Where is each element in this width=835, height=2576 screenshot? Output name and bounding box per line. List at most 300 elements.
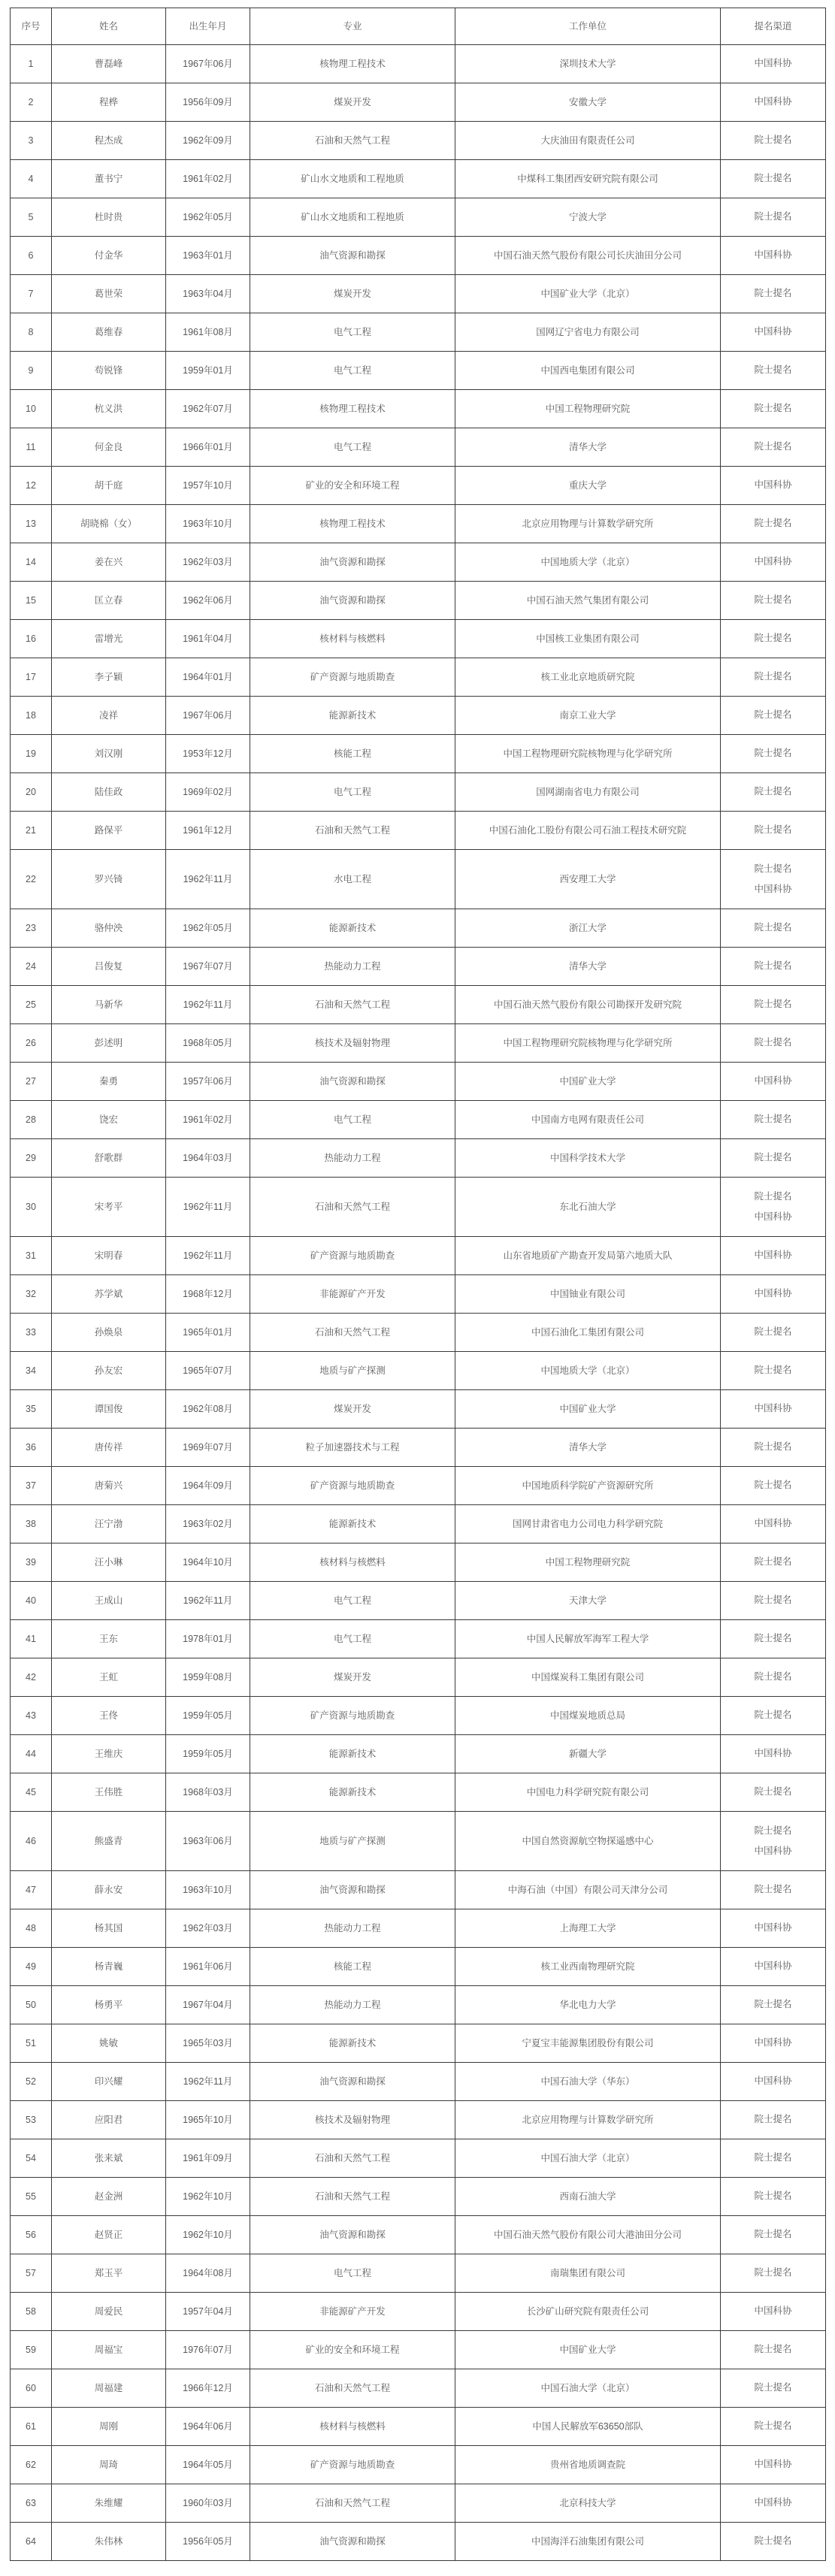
channel-line: 院士提名 [754,1152,792,1163]
cell-birth: 1964年10月 [166,1543,250,1582]
cell-birth: 1961年08月 [166,313,250,352]
cell-no: 23 [11,909,52,948]
channel-line: 院士提名 [754,2344,792,2355]
cell-birth: 1962年11月 [166,850,250,909]
cell-no: 26 [11,1024,52,1063]
cell-name: 秦勇 [52,1063,166,1101]
cell-org: 中国工程物理研究院 [455,1543,721,1582]
cell-birth: 1962年11月 [166,1178,250,1237]
table-header [11,8,826,45]
cell-channel [721,1812,826,1871]
table-row [11,1582,826,1620]
cell-name: 杨勇平 [52,1986,166,2024]
cell-org: 中国人民解放军海军工程大学 [455,1620,721,1658]
channel-line: 中国科协 [754,883,792,894]
cell-org: 中海石油（中国）有限公司天津分公司 [455,1871,721,1909]
cell-name: 王维庆 [52,1735,166,1773]
cell-no: 39 [11,1543,52,1582]
cell-name: 杨其国 [52,1909,166,1948]
cell-birth: 1976年07月 [166,2331,250,2369]
cell-name: 王佟 [52,1697,166,1735]
table-row [11,1505,826,1543]
cell-org: 中国工程物理研究院 [455,390,721,428]
cell-name: 王伟胜 [52,1773,166,1812]
cell-major: 地质与矿产探测 [250,1812,455,1871]
cell-org: 中国石油大学（北京） [455,2139,721,2178]
cell-name: 雷增光 [52,620,166,658]
cell-no: 3 [11,122,52,160]
cell-no: 34 [11,1352,52,1390]
cell-birth: 1969年02月 [166,773,250,812]
cell-major: 能源新技术 [250,2024,455,2063]
cell-name: 舒歌群 [52,1139,166,1178]
cell-no: 33 [11,1314,52,1352]
col-header-name: 姓名 [52,8,166,45]
channel-line: 院士提名 [754,441,792,452]
cell-name: 饶宏 [52,1101,166,1139]
table-row [11,83,826,122]
cell-no: 1 [11,45,52,83]
cell-no: 47 [11,1871,52,1909]
cell-channel [721,2484,826,2523]
table-body [11,45,826,2561]
cell-org: 中国工程物理研究院核物理与化学研究所 [455,735,721,773]
cell-channel [721,2331,826,2369]
cell-major: 能源新技术 [250,1773,455,1812]
cell-channel [721,1582,826,1620]
cell-channel [721,2139,826,2178]
cell-name: 路保平 [52,812,166,850]
channel-line: 院士提名 [754,2229,792,2240]
cell-org: 中国工程物理研究院核物理与化学研究所 [455,1024,721,1063]
cell-no: 24 [11,948,52,986]
cell-birth: 1959年05月 [166,1697,250,1735]
cell-no: 29 [11,1139,52,1178]
cell-no: 22 [11,850,52,909]
cell-no: 8 [11,313,52,352]
channel-line: 中国科协 [754,2076,792,2087]
cell-major: 矿业的安全和环境工程 [250,2331,455,2369]
cell-major: 油气资源和勘探 [250,1063,455,1101]
channel-line: 院士提名 [754,364,792,376]
channel-line: 院士提名 [754,863,792,874]
table-row [11,1735,826,1773]
cell-major: 电气工程 [250,352,455,390]
cell-birth: 1962年09月 [166,122,250,160]
cell-no: 51 [11,2024,52,2063]
cell-name: 王虹 [52,1658,166,1697]
cell-name: 郑玉平 [52,2254,166,2293]
cell-major: 电气工程 [250,1582,455,1620]
cell-birth: 1962年07月 [166,390,250,428]
channel-line: 院士提名 [754,1480,792,1491]
cell-channel [721,1658,826,1697]
cell-major: 矿产资源与地质勘查 [250,1697,455,1735]
cell-channel [721,986,826,1024]
cell-major: 油气资源和勘探 [250,2523,455,2561]
cell-name: 王成山 [52,1582,166,1620]
table-row [11,1620,826,1658]
channel-line: 院士提名 [754,1326,792,1338]
channel-line: 院士提名 [754,1114,792,1125]
cell-org: 宁夏宝丰能源集团股份有限公司 [455,2024,721,2063]
cell-major: 核能工程 [250,1948,455,1986]
cell-name: 应阳君 [52,2101,166,2139]
channel-line: 院士提名 [754,633,792,644]
channel-line: 院士提名 [754,518,792,529]
cell-channel [721,1909,826,1948]
cell-channel [721,658,826,697]
cell-birth: 1969年07月 [166,1429,250,1467]
channel-line: 中国科协 [754,1211,792,1222]
cell-birth: 1956年05月 [166,2523,250,2561]
cell-channel [721,428,826,467]
channel-line: 院士提名 [754,1595,792,1606]
channel-line: 院士提名 [754,2382,792,2393]
cell-org: 北京应用物理与计算数学研究所 [455,505,721,543]
table-row [11,2178,826,2216]
cell-birth: 1964年01月 [166,658,250,697]
cell-no: 36 [11,1429,52,1467]
cell-channel [721,83,826,122]
channel-line: 中国科协 [754,2459,792,2470]
cell-channel [721,45,826,83]
table-row [11,275,826,313]
cell-major: 热能动力工程 [250,1909,455,1948]
cell-birth: 1962年10月 [166,2178,250,2216]
col-header-channel: 提名渠道 [721,8,826,45]
cell-channel [721,735,826,773]
channel-line: 中国科协 [754,96,792,107]
cell-channel [721,1314,826,1352]
channel-line: 院士提名 [754,1671,792,1683]
cell-major: 能源新技术 [250,697,455,735]
table-row [11,1658,826,1697]
cell-no: 41 [11,1620,52,1658]
table-row [11,735,826,773]
table-row [11,2331,826,2369]
cell-name: 陆佳政 [52,773,166,812]
cell-name: 骆仲泱 [52,909,166,948]
cell-major: 能源新技术 [250,1505,455,1543]
table-row [11,812,826,850]
col-header-org: 工作单位 [455,8,721,45]
cell-channel [721,2216,826,2254]
table-row [11,986,826,1024]
table-row [11,1275,826,1314]
cell-major: 石油和天然气工程 [250,1314,455,1352]
channel-line: 院士提名 [754,1884,792,1895]
channel-line: 院士提名 [754,2535,792,2547]
channel-line: 院士提名 [754,922,792,933]
cell-org: 重庆大学 [455,467,721,505]
cell-name: 程桦 [52,83,166,122]
table-row [11,2216,826,2254]
cell-major: 石油和天然气工程 [250,2139,455,2178]
cell-major: 石油和天然气工程 [250,2178,455,2216]
cell-name: 周琦 [52,2446,166,2484]
cell-org: 中国自然资源航空物探遥感中心 [455,1812,721,1871]
cell-birth: 1964年03月 [166,1139,250,1178]
cell-no: 12 [11,467,52,505]
cell-name: 王东 [52,1620,166,1658]
cell-major: 煤炭开发 [250,275,455,313]
cell-birth: 1960年03月 [166,2484,250,2523]
table-row [11,1467,826,1505]
col-header-birth: 出生年月 [166,8,250,45]
cell-name: 朱维耀 [52,2484,166,2523]
channel-line: 院士提名 [754,1786,792,1797]
cell-channel [721,1735,826,1773]
cell-major: 电气工程 [250,428,455,467]
cell-birth: 1967年06月 [166,697,250,735]
channel-line: 院士提名 [754,2152,792,2163]
cell-channel [721,1101,826,1139]
table-row [11,2446,826,2484]
cell-org: 中国铀业有限公司 [455,1275,721,1314]
cell-channel [721,1773,826,1812]
cell-birth: 1967年07月 [166,948,250,986]
channel-line: 院士提名 [754,1191,792,1202]
cell-channel [721,2446,826,2484]
cell-birth: 1963年01月 [166,237,250,275]
cell-org: 中国矿业大学（北京） [455,275,721,313]
cell-major: 核技术及辐射物理 [250,2101,455,2139]
cell-org: 东北石油大学 [455,1178,721,1237]
cell-major: 热能动力工程 [250,948,455,986]
cell-name: 杭义洪 [52,390,166,428]
cell-name: 胡千庭 [52,467,166,505]
cell-channel [721,1275,826,1314]
cell-org: 西安理工大学 [455,850,721,909]
channel-line: 院士提名 [754,748,792,759]
cell-birth: 1959年05月 [166,1735,250,1773]
cell-channel [721,1352,826,1390]
cell-name: 周爱民 [52,2293,166,2331]
cell-major: 电气工程 [250,313,455,352]
table-row [11,2139,826,2178]
cell-major: 核材料与核燃料 [250,620,455,658]
cell-birth: 1963年10月 [166,505,250,543]
channel-line: 中国科协 [754,249,792,261]
table-row [11,2408,826,2446]
cell-major: 油气资源和勘探 [250,237,455,275]
cell-channel [721,773,826,812]
table-row [11,1697,826,1735]
channel-line: 院士提名 [754,824,792,836]
cell-org: 核工业西南物理研究院 [455,1948,721,1986]
cell-name: 张来斌 [52,2139,166,2178]
cell-birth: 1961年09月 [166,2139,250,2178]
table-row [11,237,826,275]
channel-line: 中国科协 [754,1288,792,1299]
cell-no: 17 [11,658,52,697]
table-header-row [11,8,826,45]
cell-major: 电气工程 [250,2254,455,2293]
cell-name: 吕俊复 [52,948,166,986]
cell-name: 曹磊峰 [52,45,166,83]
cell-major: 能源新技术 [250,909,455,948]
cell-name: 杨青巍 [52,1948,166,1986]
cell-org: 南瑞集团有限公司 [455,2254,721,2293]
table-row [11,352,826,390]
channel-line: 院士提名 [754,1556,792,1568]
cell-org: 中国海洋石油集团有限公司 [455,2523,721,2561]
table-row [11,2484,826,2523]
cell-org: 中国地质大学（北京） [455,543,721,582]
cell-no: 7 [11,275,52,313]
table-row [11,620,826,658]
cell-birth: 1962年03月 [166,1909,250,1948]
table-row [11,1352,826,1390]
cell-birth: 1965年03月 [166,2024,250,2063]
cell-birth: 1961年02月 [166,160,250,198]
channel-line: 院士提名 [754,1441,792,1453]
cell-name: 薛永安 [52,1871,166,1909]
cell-no: 32 [11,1275,52,1314]
col-header-no: 序号 [11,8,52,45]
cell-no: 56 [11,2216,52,2254]
cell-channel [721,313,826,352]
cell-birth: 1964年06月 [166,2408,250,2446]
cell-org: 中国石油化工集团有限公司 [455,1314,721,1352]
channel-line: 中国科协 [754,1922,792,1934]
cell-birth: 1964年08月 [166,2254,250,2293]
cell-channel [721,697,826,735]
table-row [11,2024,826,2063]
cell-major: 油气资源和勘探 [250,2216,455,2254]
cell-channel [721,1620,826,1658]
cell-channel [721,467,826,505]
cell-channel [721,850,826,909]
cell-org: 中国石油化工股份有限公司石油工程技术研究院 [455,812,721,850]
cell-major: 煤炭开发 [250,1658,455,1697]
table-row [11,1543,826,1582]
cell-no: 27 [11,1063,52,1101]
cell-birth: 1961年04月 [166,620,250,658]
cell-name: 汪宁渤 [52,1505,166,1543]
cell-no: 43 [11,1697,52,1735]
cell-org: 中国电力科学研究院有限公司 [455,1773,721,1812]
cell-name: 赵贤正 [52,2216,166,2254]
table-row [11,1871,826,1909]
table-row [11,198,826,237]
cell-channel [721,505,826,543]
cell-name: 孙友宏 [52,1352,166,1390]
cell-birth: 1962年05月 [166,198,250,237]
channel-line: 中国科协 [754,2497,792,2508]
cell-no: 31 [11,1237,52,1275]
cell-no: 53 [11,2101,52,2139]
cell-channel [721,1505,826,1543]
cell-no: 18 [11,697,52,735]
channel-line: 院士提名 [754,1037,792,1048]
table-row [11,948,826,986]
cell-name: 谭国俊 [52,1390,166,1429]
cell-org: 上海理工大学 [455,1909,721,1948]
cell-org: 国网甘肃省电力公司电力科学研究院 [455,1505,721,1543]
cell-major: 电气工程 [250,1101,455,1139]
cell-org: 中国煤炭科工集团有限公司 [455,1658,721,1697]
table-row [11,543,826,582]
cell-channel [721,1390,826,1429]
cell-channel [721,2369,826,2408]
cell-org: 中国科学技术大学 [455,1139,721,1178]
cell-major: 核材料与核燃料 [250,1543,455,1582]
cell-no: 9 [11,352,52,390]
cell-name: 程杰成 [52,122,166,160]
cell-no: 61 [11,2408,52,2446]
cell-no: 2 [11,83,52,122]
channel-line: 院士提名 [754,135,792,146]
cell-channel [721,1948,826,1986]
table-row [11,1063,826,1101]
cell-major: 石油和天然气工程 [250,986,455,1024]
cell-org: 中国石油大学（华东） [455,2063,721,2101]
cell-name: 孙焕泉 [52,1314,166,1352]
cell-no: 4 [11,160,52,198]
cell-birth: 1961年06月 [166,1948,250,1986]
table-row [11,1986,826,2024]
cell-no: 42 [11,1658,52,1697]
cell-channel [721,543,826,582]
cell-name: 印兴耀 [52,2063,166,2101]
channel-line: 院士提名 [754,2114,792,2125]
cell-major: 石油和天然气工程 [250,1178,455,1237]
cell-name: 胡晓棉（女） [52,505,166,543]
cell-no: 25 [11,986,52,1024]
cell-org: 宁波大学 [455,198,721,237]
cell-name: 汪小琳 [52,1543,166,1582]
cell-name: 付金华 [52,237,166,275]
channel-line: 院士提名 [754,1710,792,1721]
channel-line: 院士提名 [754,999,792,1010]
cell-org: 中国煤炭地质总局 [455,1697,721,1735]
cell-org: 安徽大学 [455,83,721,122]
cell-org: 中煤科工集团西安研究院有限公司 [455,160,721,198]
cell-major: 石油和天然气工程 [250,812,455,850]
table-row [11,2369,826,2408]
cell-org: 中国石油天然气股份有限公司大港油田分公司 [455,2216,721,2254]
cell-channel [721,2101,826,2139]
cell-org: 中国石油天然气股份有限公司长庆油田分公司 [455,237,721,275]
cell-birth: 1962年11月 [166,2063,250,2101]
page [0,8,835,2561]
cell-major: 核物理工程技术 [250,505,455,543]
cell-major: 矿产资源与地质勘查 [250,1237,455,1275]
channel-line: 院士提名 [754,709,792,721]
channel-line: 中国科协 [754,1845,792,1856]
cell-birth: 1959年08月 [166,1658,250,1697]
cell-channel [721,198,826,237]
cell-name: 姜在兴 [52,543,166,582]
cell-birth: 1963年10月 [166,1871,250,1909]
cell-major: 电气工程 [250,1620,455,1658]
table-row [11,2254,826,2293]
table-row [11,1812,826,1871]
cell-org: 核工业北京地质研究院 [455,658,721,697]
table-row [11,1237,826,1275]
cell-no: 60 [11,2369,52,2408]
channel-line: 中国科协 [754,2305,792,2317]
cell-major: 热能动力工程 [250,1139,455,1178]
table-row [11,505,826,543]
channel-line: 院士提名 [754,960,792,972]
table-row [11,45,826,83]
cell-birth: 1968年12月 [166,1275,250,1314]
table-row [11,1948,826,1986]
cell-org: 清华大学 [455,428,721,467]
